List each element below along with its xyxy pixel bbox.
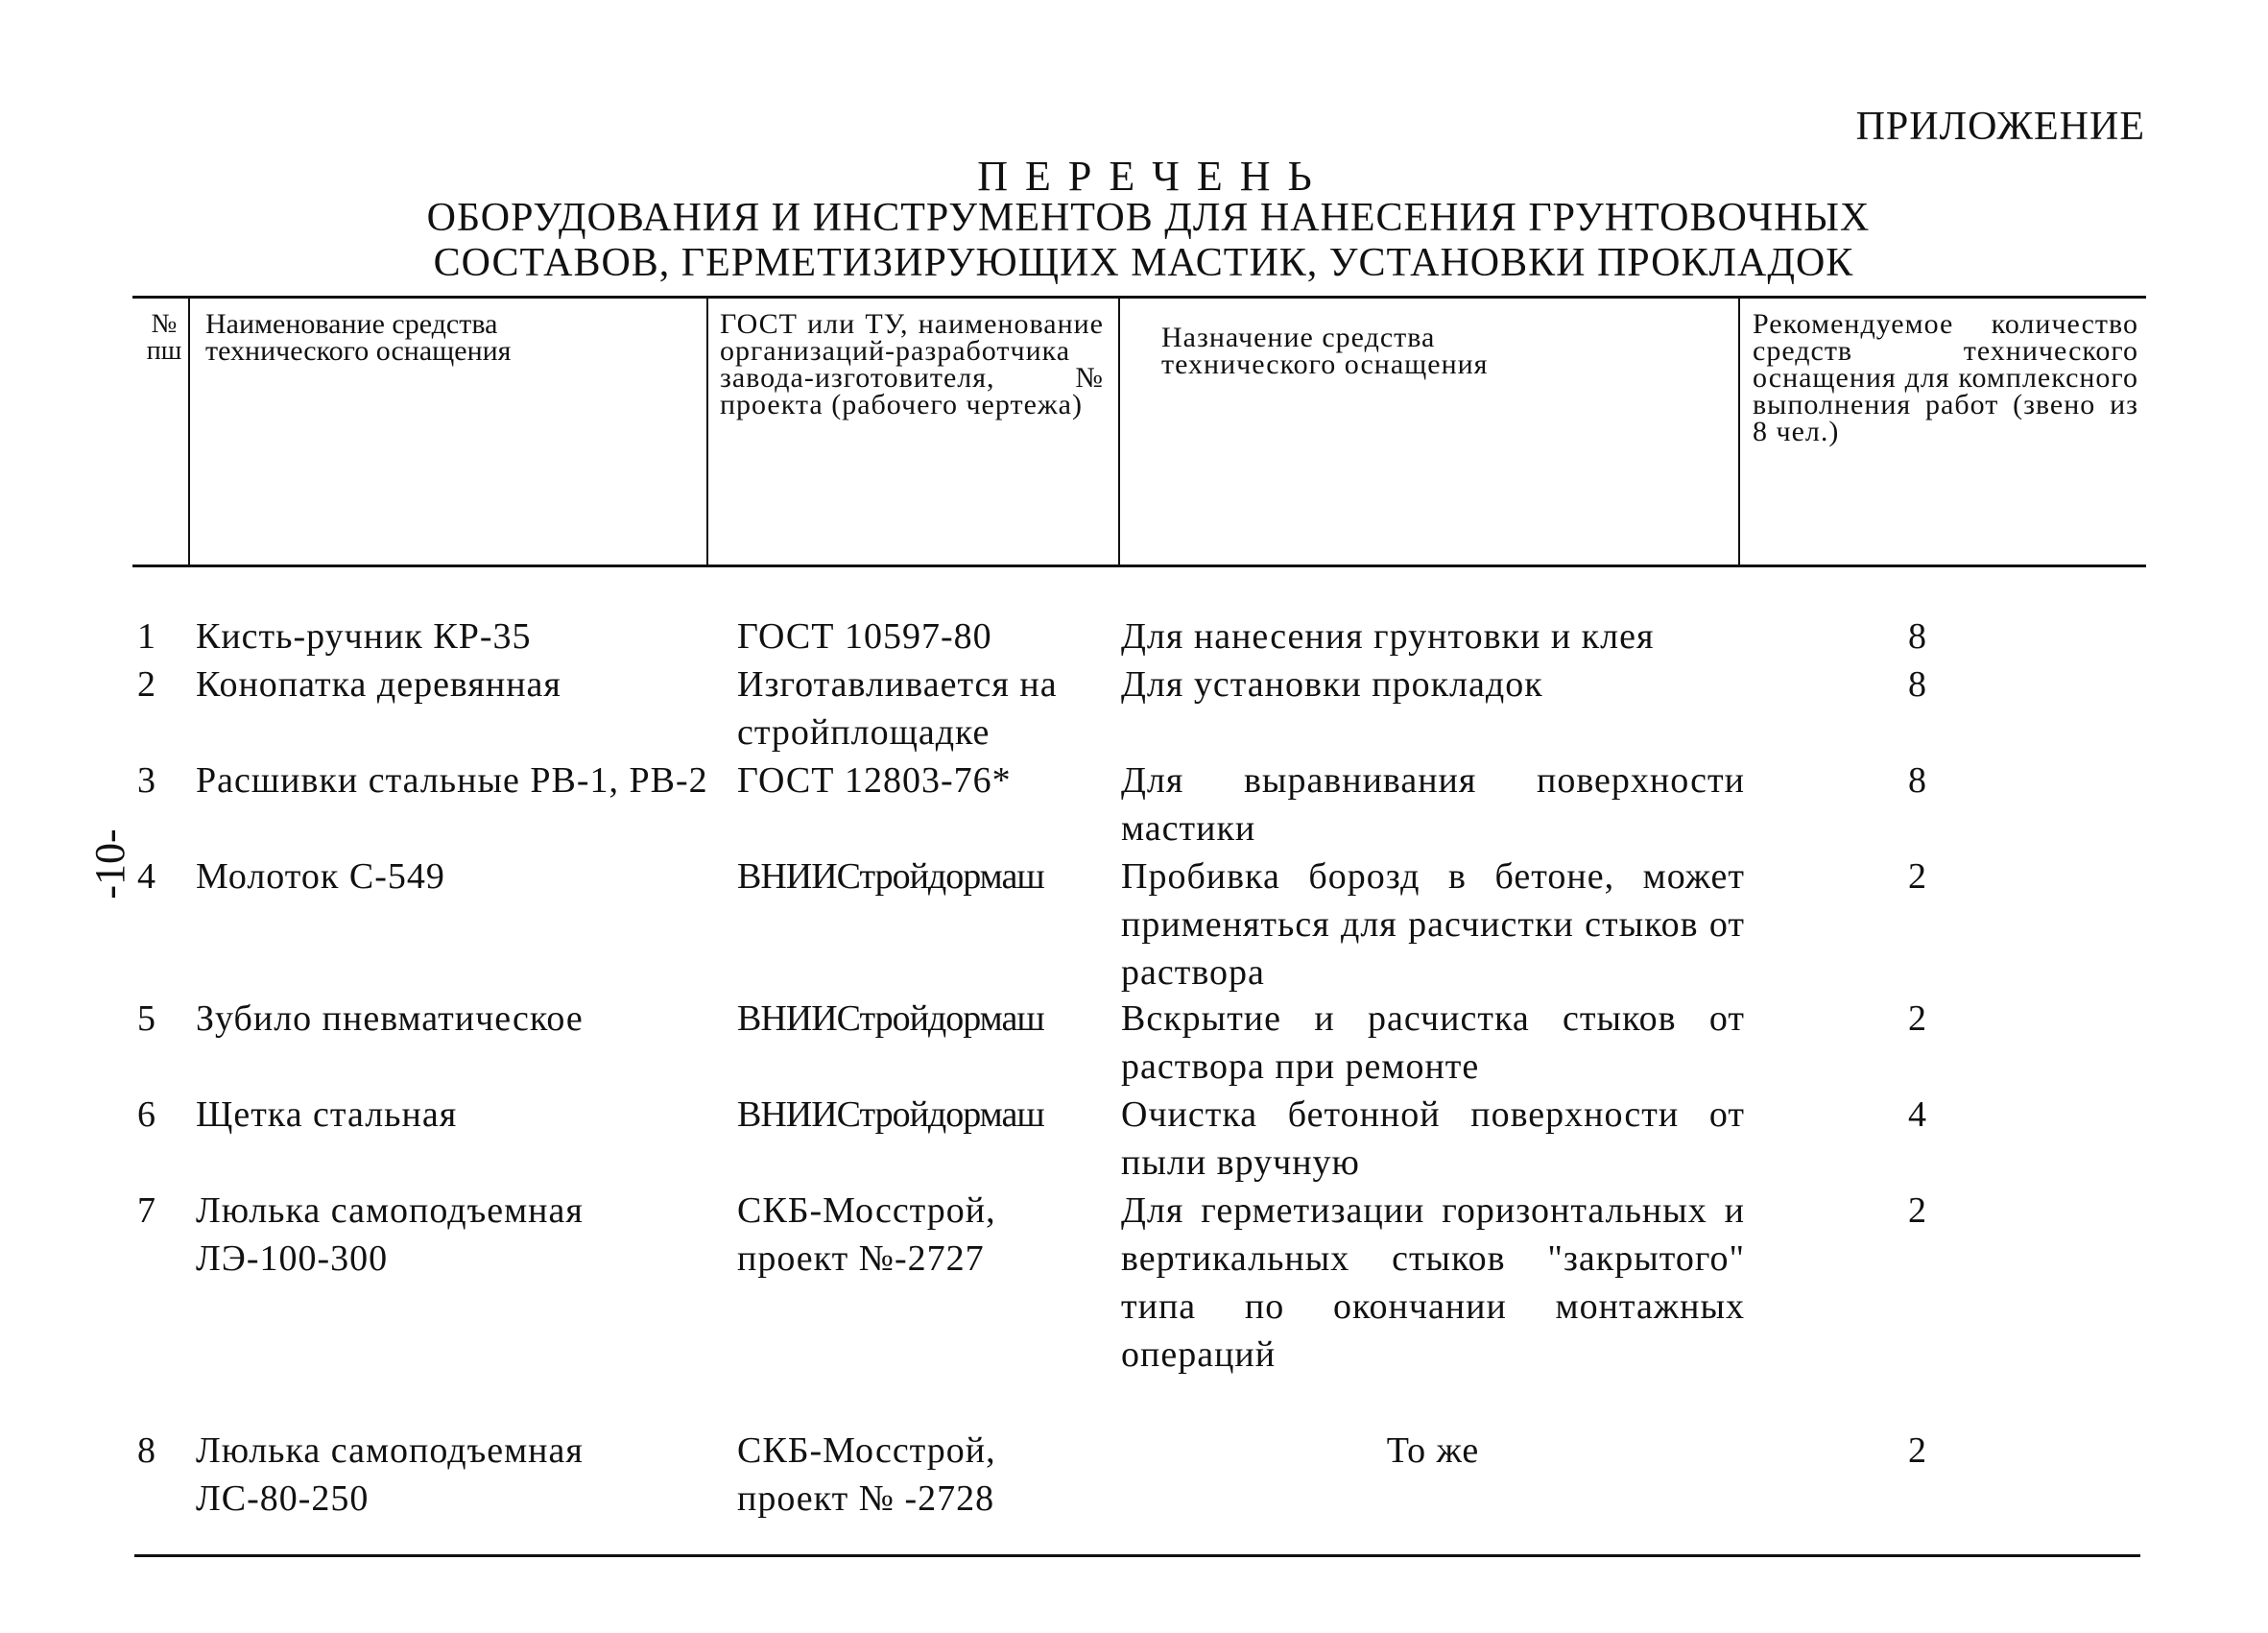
table-top-rule xyxy=(132,296,2146,299)
row-number: 5 xyxy=(137,998,156,1039)
row-purpose: Для герметизации горизонтальных и вертикальных стыков "закрытого" типа по окончании монтажных операций xyxy=(1121,1190,1745,1375)
document-title: ПЕРЕЧЕНЬ xyxy=(977,153,1329,200)
column-divider xyxy=(706,296,708,567)
document-subtitle-line-2: СОСТАВОВ, ГЕРМЕТИЗИРУЮЩИХ МАСТИК, УСТАНОВКИ ПРОКЛАДОК xyxy=(433,241,1854,285)
row-name: Молоток С-549 xyxy=(196,856,445,897)
header-name: Наименование средства технического оснащения xyxy=(205,308,512,367)
header-gost: ГОСТ или ТУ, наименование организаций-разработчика завода-изготовителя, № проекта (рабочего чертежа) xyxy=(720,308,1104,420)
header-number: № пш xyxy=(146,309,182,366)
equipment-table xyxy=(132,296,2146,1563)
row-quantity: 2 xyxy=(1908,1190,1927,1231)
row-name: Зубило пневматическое xyxy=(196,998,584,1039)
row-name: Щетка стальная xyxy=(196,1094,458,1135)
row-purpose: Пробивка борозд в бетоне, может применяться для расчистки стыков от раствора xyxy=(1121,856,1745,993)
header-purpose: Назначение средства технического оснащения xyxy=(1161,322,1489,380)
row-quantity: 2 xyxy=(1908,1430,1927,1471)
row-purpose: Для выравнивания поверхности мастики xyxy=(1121,760,1745,849)
row-purpose: То же xyxy=(1386,1430,1480,1471)
column-divider xyxy=(188,296,190,567)
row-gost: ВНИИСтройдормаш xyxy=(737,998,1044,1039)
row-number: 7 xyxy=(137,1190,156,1231)
row-gost: ГОСТ 10597-80 xyxy=(737,616,992,657)
row-gost: СКБ-Мосстрой, проект №-2727 xyxy=(737,1190,996,1279)
row-gost: ВНИИСтройдормаш xyxy=(737,1094,1044,1135)
row-quantity: 8 xyxy=(1908,664,1927,705)
row-number: 2 xyxy=(137,664,156,705)
table-header-rule xyxy=(132,564,2146,567)
appendix-label: ПРИЛОЖЕНИЕ xyxy=(1855,105,2145,149)
row-name: Конопатка деревянная xyxy=(196,664,561,705)
row-quantity: 8 xyxy=(1908,616,1927,657)
row-number: 4 xyxy=(137,856,156,897)
row-name: Расшивки стальные РВ-1, РВ-2 xyxy=(196,760,708,801)
row-purpose: Для нанесения грунтовки и клея xyxy=(1121,616,1655,657)
header-quantity: Рекомендуемое количество средств технического оснащения для комплексного выполнения работ (звено из 8 чел.) xyxy=(1753,308,2138,447)
row-gost: ВНИИСтройдормаш xyxy=(737,856,1044,897)
row-number: 1 xyxy=(137,616,156,657)
row-quantity: 4 xyxy=(1908,1094,1927,1135)
row-number: 3 xyxy=(137,760,156,801)
table-bottom-rule xyxy=(134,1554,2140,1557)
column-divider xyxy=(1738,296,1740,567)
row-purpose: Для установки прокладок xyxy=(1121,664,1543,705)
row-purpose: Очистка бетонной поверхности от пыли вручную xyxy=(1121,1094,1745,1183)
row-name: Кисть-ручник КР-35 xyxy=(196,616,532,657)
column-divider xyxy=(1118,296,1120,567)
row-gost: Изготавливается на стройплощадке xyxy=(737,664,1058,753)
document-subtitle-line-1: ОБОРУДОВАНИЯ И ИНСТРУМЕНТОВ ДЛЯ НАНЕСЕНИЯ ГРУНТОВОЧНЫХ xyxy=(426,196,1871,240)
row-quantity: 8 xyxy=(1908,760,1927,801)
row-gost: ГОСТ 12803-76* xyxy=(737,760,1012,801)
row-gost: СКБ-Мосстрой, проект № -2728 xyxy=(737,1430,996,1519)
row-number: 6 xyxy=(137,1094,156,1135)
row-number: 8 xyxy=(137,1430,156,1471)
row-name: Люлька самоподъемная ЛЭ-100-300 xyxy=(196,1190,584,1279)
row-name: Люлька самоподъемная ЛС-80-250 xyxy=(196,1430,584,1519)
row-quantity: 2 xyxy=(1908,998,1927,1039)
row-quantity: 2 xyxy=(1908,856,1927,897)
page-number: -10- xyxy=(86,829,133,900)
row-purpose: Вскрытие и расчистка стыков от раствора при ремонте xyxy=(1121,998,1745,1087)
